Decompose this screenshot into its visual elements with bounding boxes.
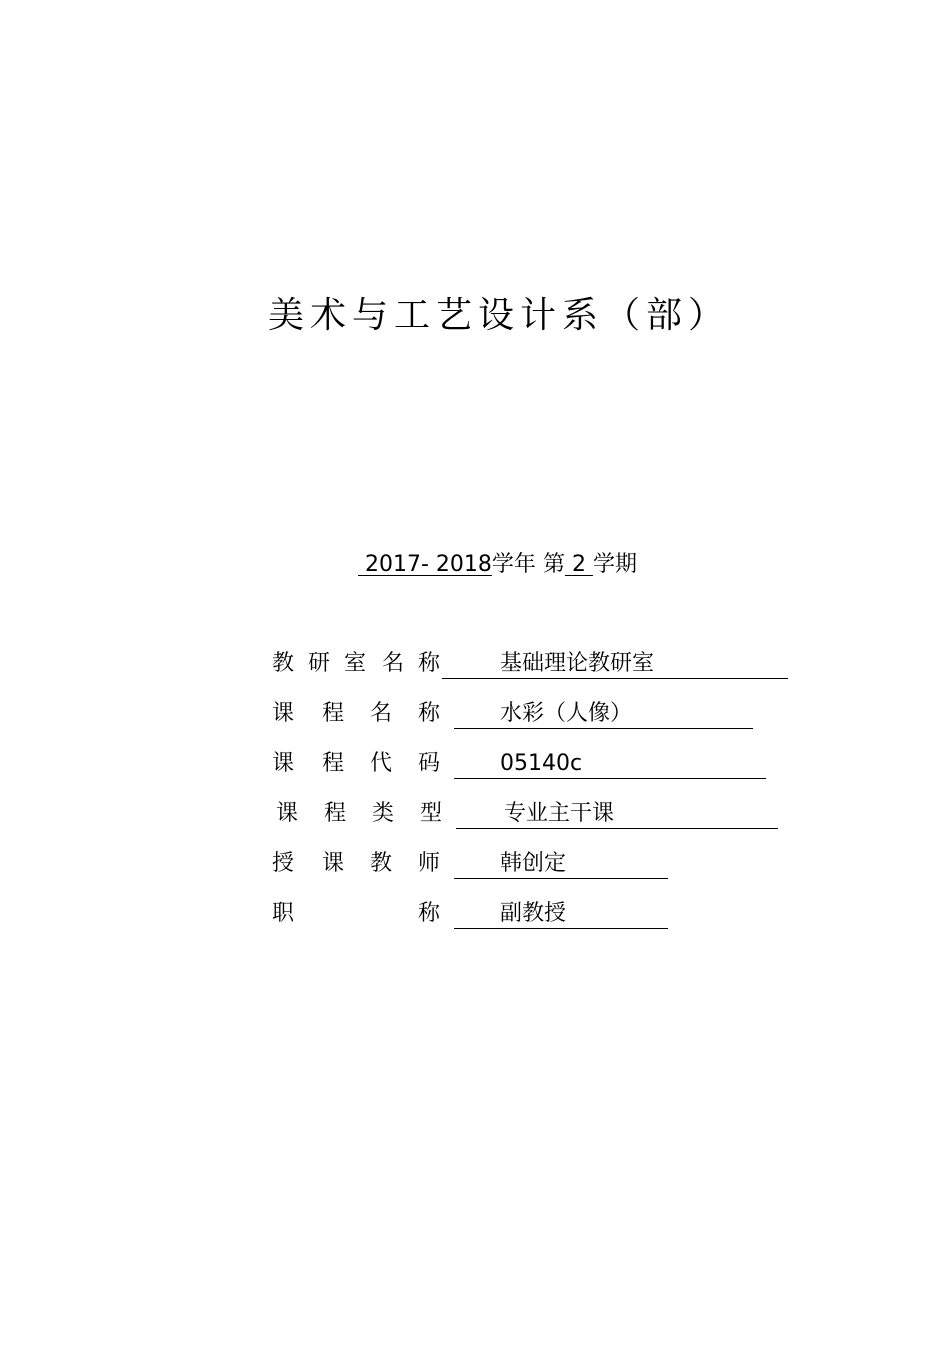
field-value: 基础理论教研室 [500, 651, 655, 676]
semester-number: 2 [571, 552, 586, 577]
field-value: 副教授 [500, 901, 567, 926]
field-course-code: 课 程 代 码 05140c [272, 748, 768, 780]
year-range: 2017- 2018 [365, 552, 492, 577]
department-title: 美术与工艺设计系（部） [268, 295, 731, 336]
field-course-type: 课 程 类 型 专业主干课 [272, 798, 782, 830]
term-line [358, 551, 637, 579]
field-value: 05140c [500, 751, 583, 776]
field-title-rank: 职 称 副教授 [272, 898, 672, 930]
field-value: 韩创定 [500, 851, 567, 876]
field-value: 水彩（人像） [500, 701, 633, 726]
field-course-name: 课 程 名 称 水彩（人像） [272, 698, 756, 730]
field-value: 专业主干课 [504, 801, 615, 826]
field-department-office: 教 研 室 名 称 基础理论教研室 [272, 648, 792, 680]
semester-suffix: 学期 [592, 552, 637, 577]
year-suffix: 学年 [491, 552, 536, 577]
semester-prefix: 第 [542, 552, 565, 577]
field-instructor: 授 课 教 师 韩创定 [272, 848, 672, 880]
